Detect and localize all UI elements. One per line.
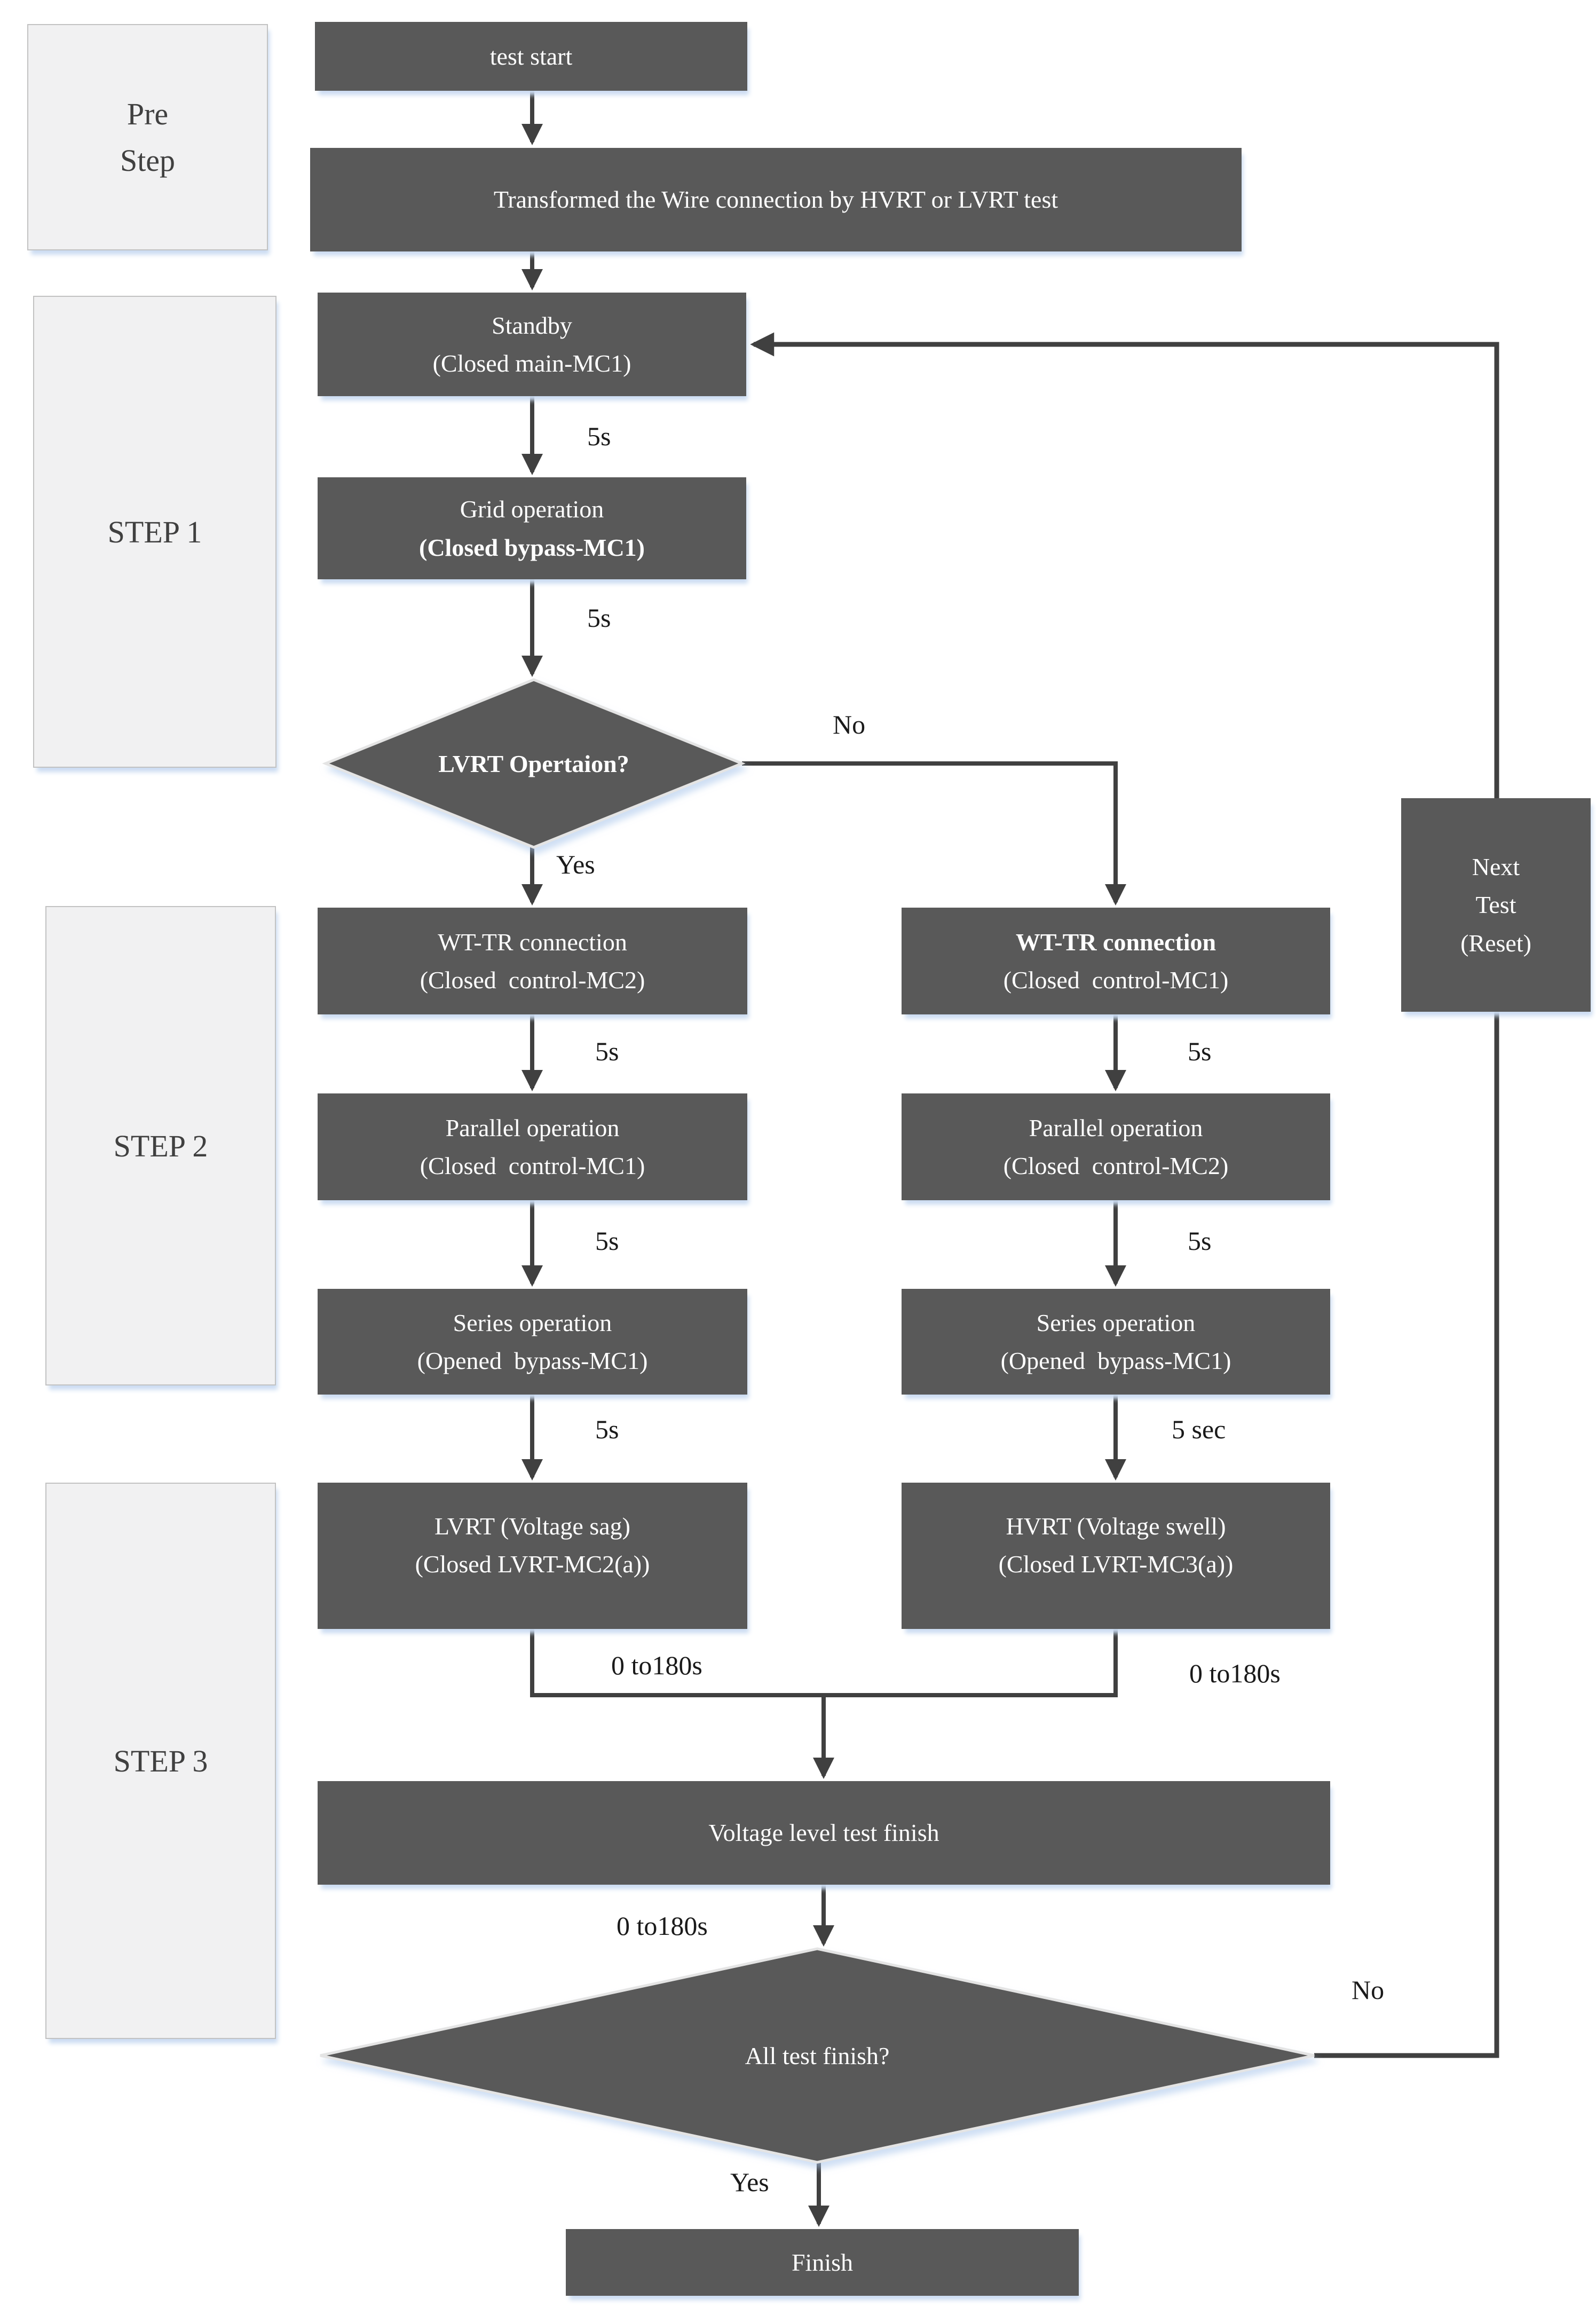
node-voltage-level-test-finish-text: Voltage level test finish	[708, 1819, 939, 1847]
node-parallel-operation-right-line2: (Closed control-MC2)	[1003, 1152, 1229, 1179]
side-label-step3	[45, 1483, 276, 2039]
node-parallel-operation-right-line1: Parallel operation	[1029, 1114, 1203, 1141]
edge-label-yes-decision-all: Yes	[730, 2167, 769, 2197]
node-hvrt-voltage-swell	[902, 1483, 1330, 1629]
side-label-step3-text: STEP 3	[113, 1743, 208, 1778]
decision-lvrt-text: LVRT Opertaion?	[438, 750, 629, 777]
node-lvrt-voltage-sag-line1: LVRT (Voltage sag)	[434, 1512, 630, 1540]
node-finish	[566, 2229, 1079, 2296]
edge-label-5s-grid-decision: 5s	[587, 603, 611, 633]
node-parallel-operation-left	[318, 1093, 747, 1200]
node-lvrt-voltage-sag	[318, 1483, 747, 1629]
side-label-pre-step-line1: Pre	[127, 97, 169, 131]
edge-label-5s-left-wttr-parallel: 5s	[595, 1036, 619, 1066]
node-wttr-connection-right-line1: WT-TR connection	[1015, 928, 1216, 956]
node-series-operation-right-line1: Series operation	[1036, 1309, 1196, 1336]
node-wttr-connection-right	[902, 908, 1330, 1014]
edge-decision-no-wttr-right	[742, 763, 1116, 902]
node-wttr-connection-left-line2: (Closed control-MC2)	[420, 966, 645, 994]
node-finish-text: Finish	[791, 2248, 854, 2276]
node-wttr-connection-left-line1: WT-TR connection	[438, 928, 627, 956]
side-label-step1-text: STEP 1	[107, 514, 202, 549]
node-test-start	[315, 22, 747, 91]
edge-label-5s-right-wttr-parallel: 5s	[1188, 1036, 1212, 1066]
edge-label-5s-right-parallel-series: 5s	[1188, 1226, 1212, 1256]
edge-label-0to180s-mid: 0 to180s	[617, 1911, 708, 1941]
side-label-step2-text: STEP 2	[113, 1128, 208, 1163]
node-next-test-reset-line2: Test	[1475, 891, 1516, 919]
edge-label-5sec-right-series-hvrt: 5 sec	[1172, 1414, 1226, 1444]
side-label-pre-step	[27, 24, 268, 250]
node-next-test-reset	[1401, 798, 1591, 1012]
node-hvrt-voltage-swell-line1: HVRT (Voltage swell)	[1006, 1512, 1226, 1540]
decision-all-test-text: All test finish?	[745, 2042, 890, 2069]
node-standby	[318, 293, 746, 396]
node-voltage-level-test-finish	[318, 1781, 1330, 1885]
node-series-operation-right	[902, 1289, 1330, 1395]
node-series-operation-right-line2: (Opened bypass-MC1)	[1000, 1347, 1231, 1374]
node-wttr-connection-left	[318, 908, 747, 1014]
node-grid-operation	[318, 477, 746, 579]
edge-label-5s-standby-grid: 5s	[587, 421, 611, 451]
edge-label-5s-left-series-lvrt: 5s	[595, 1414, 619, 1444]
node-wttr-connection-right-line2: (Closed control-MC1)	[1003, 966, 1229, 994]
node-next-test-reset-line1: Next	[1472, 853, 1520, 881]
node-transform-wire-text: Transformed the Wire connection by HVRT or LVRT test	[493, 186, 1058, 214]
node-transform-wire	[310, 148, 1242, 251]
edge-label-5s-left-parallel-series: 5s	[595, 1226, 619, 1256]
node-grid-operation-line1: Grid operation	[460, 495, 604, 523]
node-parallel-operation-right	[902, 1093, 1330, 1200]
node-grid-operation-line2: (Closed bypass-MC1)	[419, 533, 645, 561]
node-parallel-operation-left-line1: Parallel operation	[445, 1114, 620, 1141]
edge-label-no-decision-all: No	[1352, 1975, 1385, 2005]
side-label-step2	[45, 906, 276, 1385]
node-next-test-reset-line3: (Reset)	[1460, 929, 1531, 957]
node-lvrt-voltage-sag-line2: (Closed LVRT-MC2(a))	[415, 1550, 650, 1578]
edge-label-yes-decision-lvrt: Yes	[556, 849, 595, 879]
node-parallel-operation-left-line2: (Closed control-MC1)	[420, 1152, 645, 1179]
node-series-operation-left-line1: Series operation	[453, 1309, 612, 1336]
node-standby-line1: Standby	[492, 311, 572, 339]
side-label-step1	[33, 296, 276, 768]
edge-label-0to180s-left: 0 to180s	[611, 1650, 702, 1680]
node-series-operation-left-line2: (Opened bypass-MC1)	[417, 1347, 648, 1374]
node-test-start-text: test start	[489, 42, 573, 70]
node-series-operation-left	[318, 1289, 747, 1395]
side-label-pre-step-line2: Step	[120, 143, 176, 178]
edge-label-0to180s-right: 0 to180s	[1189, 1658, 1281, 1688]
node-hvrt-voltage-swell-line2: (Closed LVRT-MC3(a))	[998, 1550, 1234, 1578]
edge-label-no-decision-lvrt: No	[833, 710, 866, 739]
node-standby-line2: (Closed main-MC1)	[432, 350, 631, 377]
